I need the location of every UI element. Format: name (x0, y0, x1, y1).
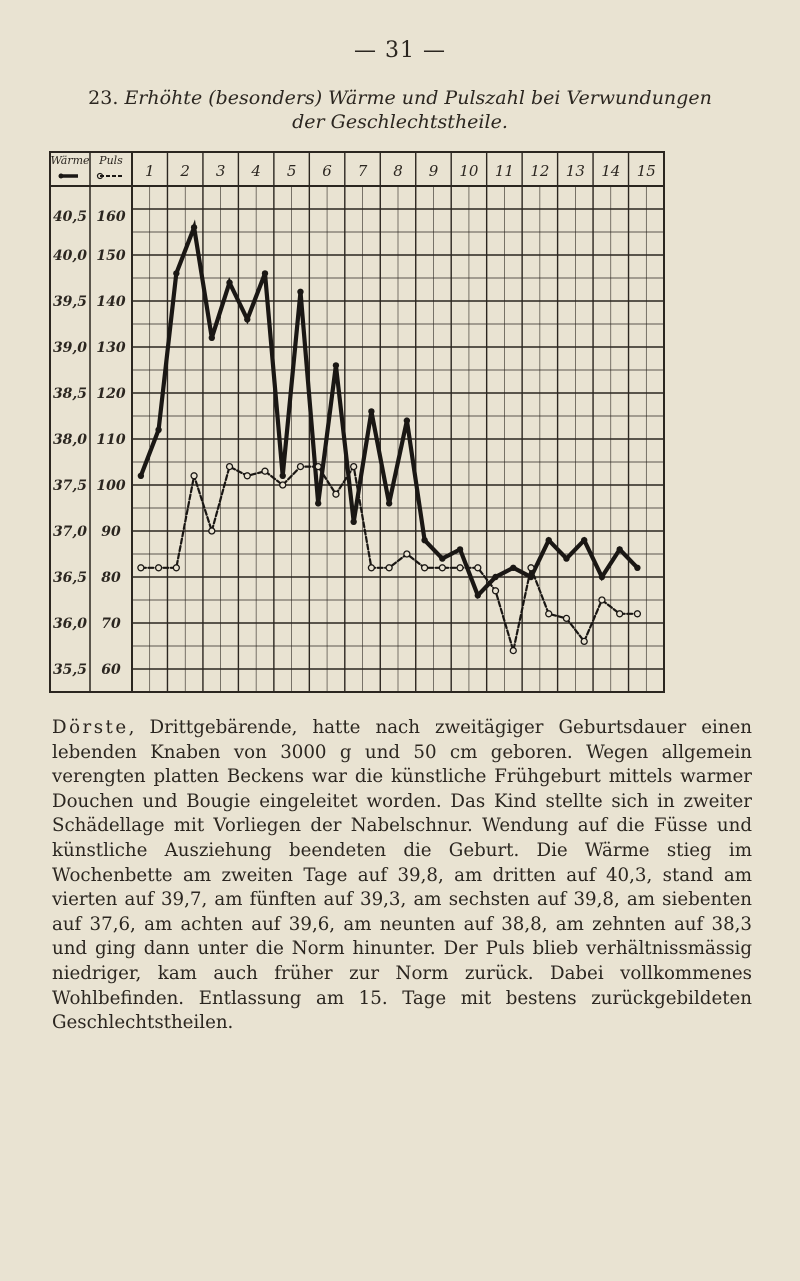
caption-number: 23. (88, 87, 119, 109)
temperature-point (280, 473, 286, 479)
pulse-point (422, 565, 428, 571)
temperature-point (457, 546, 463, 552)
pulse-point (439, 565, 445, 571)
pulse-tick-label: 130 (96, 340, 126, 356)
day-label: 13 (565, 162, 585, 180)
pulse-point (599, 597, 605, 603)
temperature-point (368, 408, 374, 414)
temp-tick-label: 39,0 (52, 340, 88, 356)
page-number: — 31 — (354, 38, 446, 63)
patient-name: Dörste (52, 717, 129, 738)
pulse-point (227, 464, 233, 470)
temperature-point (439, 555, 445, 561)
pulse-point (581, 638, 587, 644)
day-label: 4 (251, 162, 261, 180)
temp-tick-label: 36,5 (52, 570, 88, 586)
temperature-pulse-chart (48, 150, 668, 696)
temperature-point (333, 362, 339, 368)
pulse-point (209, 528, 215, 534)
pulse-point (297, 464, 303, 470)
pulse-point (138, 565, 144, 571)
temperature-point (297, 289, 303, 295)
figure-caption (50, 86, 750, 134)
day-label: 14 (601, 162, 621, 180)
temperature-point (563, 555, 569, 561)
temp-tick-label: 40,0 (52, 248, 88, 264)
chart-frame (50, 152, 664, 692)
temperature-point (510, 565, 516, 571)
pulse-point (173, 565, 179, 571)
temp-tick-label: 39,5 (52, 294, 88, 310)
day-label: 8 (393, 162, 403, 180)
pulse-point (404, 551, 410, 557)
case-text: , Drittgebärende, hatte nach zweitägiger Geburtsdauer einen lebenden Knaben von 3000 g und 50 cm geboren. Wegen allgemein verengten platten Beckens war die künstliche Frühgeburt mittels warmer Douchen und Bougie eingeleitet worden. Das Kind stellte sich in zweiter Schädellage mit Vorliegen der Nabelschnur. Wendung auf die Füsse und künstliche Ausziehung beendeten die Geburt. Die Wärme stieg im Wochenbette am zweiten Tage auf 39,8, am dritten auf 40,3, stand am vierten auf 39,7, am fünften auf 39,3, am sechsten auf 39,8, am siebenten auf 37,6, am achten auf 39,6, am neunten auf 38,8, am zehnten auf 38,3 und ging dann unter die Norm hinunter. Der Puls blieb verhältnissmässig niedriger, kam auch früher zur Norm zurück. Dabei vollkommenes Wohlbefinden. Entlassung am 15. Tage mit bestens zurückgebildeten Geschlechtstheilen. (52, 717, 752, 1034)
pulse-point (493, 588, 499, 594)
temperature-point (209, 335, 215, 341)
pulse-tick-label: 60 (101, 662, 121, 678)
temperature-point (421, 537, 427, 543)
temperature-point (191, 224, 197, 230)
day-label: 3 (215, 162, 226, 180)
pulse-point (262, 468, 268, 474)
day-label: 2 (180, 162, 190, 180)
header-pulse-label: Puls (99, 154, 123, 167)
temperature-point (350, 519, 356, 525)
temp-tick-label: 36,0 (52, 616, 88, 632)
pulse-point (510, 648, 516, 654)
temperature-point (616, 546, 622, 552)
day-label: 6 (322, 162, 332, 180)
pulse-point (563, 615, 569, 621)
temperature-point (315, 500, 321, 506)
temperature-point (546, 537, 552, 543)
pulse-point (634, 611, 640, 617)
pulse-point (315, 464, 321, 470)
pulse-point (475, 565, 481, 571)
temperature-point (386, 500, 392, 506)
pulse-point (333, 491, 339, 497)
temp-tick-label: 38,0 (52, 432, 88, 448)
pulse-tick-label: 140 (96, 294, 126, 310)
case-description (52, 716, 752, 1036)
pulse-point (351, 464, 357, 470)
pulse-point (617, 611, 623, 617)
day-label: 10 (459, 162, 479, 180)
pulse-point (386, 565, 392, 571)
pulse-tick-label: 80 (101, 570, 121, 586)
temperature-point (138, 473, 144, 479)
day-label: 11 (494, 162, 514, 180)
chart-grid (50, 152, 664, 692)
temp-tick-label: 38,5 (52, 386, 88, 402)
pulse-point (244, 473, 250, 479)
legend-temp-marker (59, 174, 64, 179)
day-label: 7 (357, 162, 368, 180)
pulse-point (191, 473, 197, 479)
temperature-point (475, 592, 481, 598)
day-label: 1 (144, 162, 155, 180)
day-label: 5 (286, 162, 297, 180)
temperature-point (155, 427, 161, 433)
pulse-point (457, 565, 463, 571)
caption-title-line2: der Geschlechtstheile. (292, 111, 508, 133)
temperature-point (581, 537, 587, 543)
pulse-tick-label: 70 (101, 616, 121, 632)
chart-header (50, 154, 655, 180)
pulse-point (368, 565, 374, 571)
day-label: 9 (428, 162, 439, 180)
pulse-point (156, 565, 162, 571)
pulse-point (528, 565, 534, 571)
caption-title-line1: Erhöhte (besonders) Wärme und Pulszahl bei Verwundungen (124, 87, 712, 109)
temperature-series-line (141, 227, 638, 595)
temperature-point (244, 316, 250, 322)
temperature-point (599, 574, 605, 580)
temperature-point (634, 565, 640, 571)
day-label: 12 (530, 162, 550, 180)
day-label: 15 (636, 162, 656, 180)
pulse-tick-label: 110 (96, 432, 126, 448)
temp-tick-label: 37,0 (52, 524, 88, 540)
pulse-tick-label: 160 (96, 209, 126, 225)
pulse-tick-label: 150 (96, 248, 126, 264)
temp-tick-label: 40,5 (52, 209, 88, 225)
temperature-point (404, 417, 410, 423)
pulse-tick-label: 90 (101, 524, 121, 540)
pulse-tick-label: 100 (96, 478, 126, 494)
temperature-point (173, 270, 179, 276)
header-temp-label: Wärme (50, 154, 90, 167)
pulse-point (280, 482, 286, 488)
temperature-point (492, 574, 498, 580)
temp-tick-label: 37,5 (52, 478, 88, 494)
temp-tick-label: 35,5 (52, 662, 88, 678)
temperature-point (262, 270, 268, 276)
pulse-point (546, 611, 552, 617)
pulse-tick-label: 120 (96, 386, 126, 402)
temperature-point (226, 279, 232, 285)
